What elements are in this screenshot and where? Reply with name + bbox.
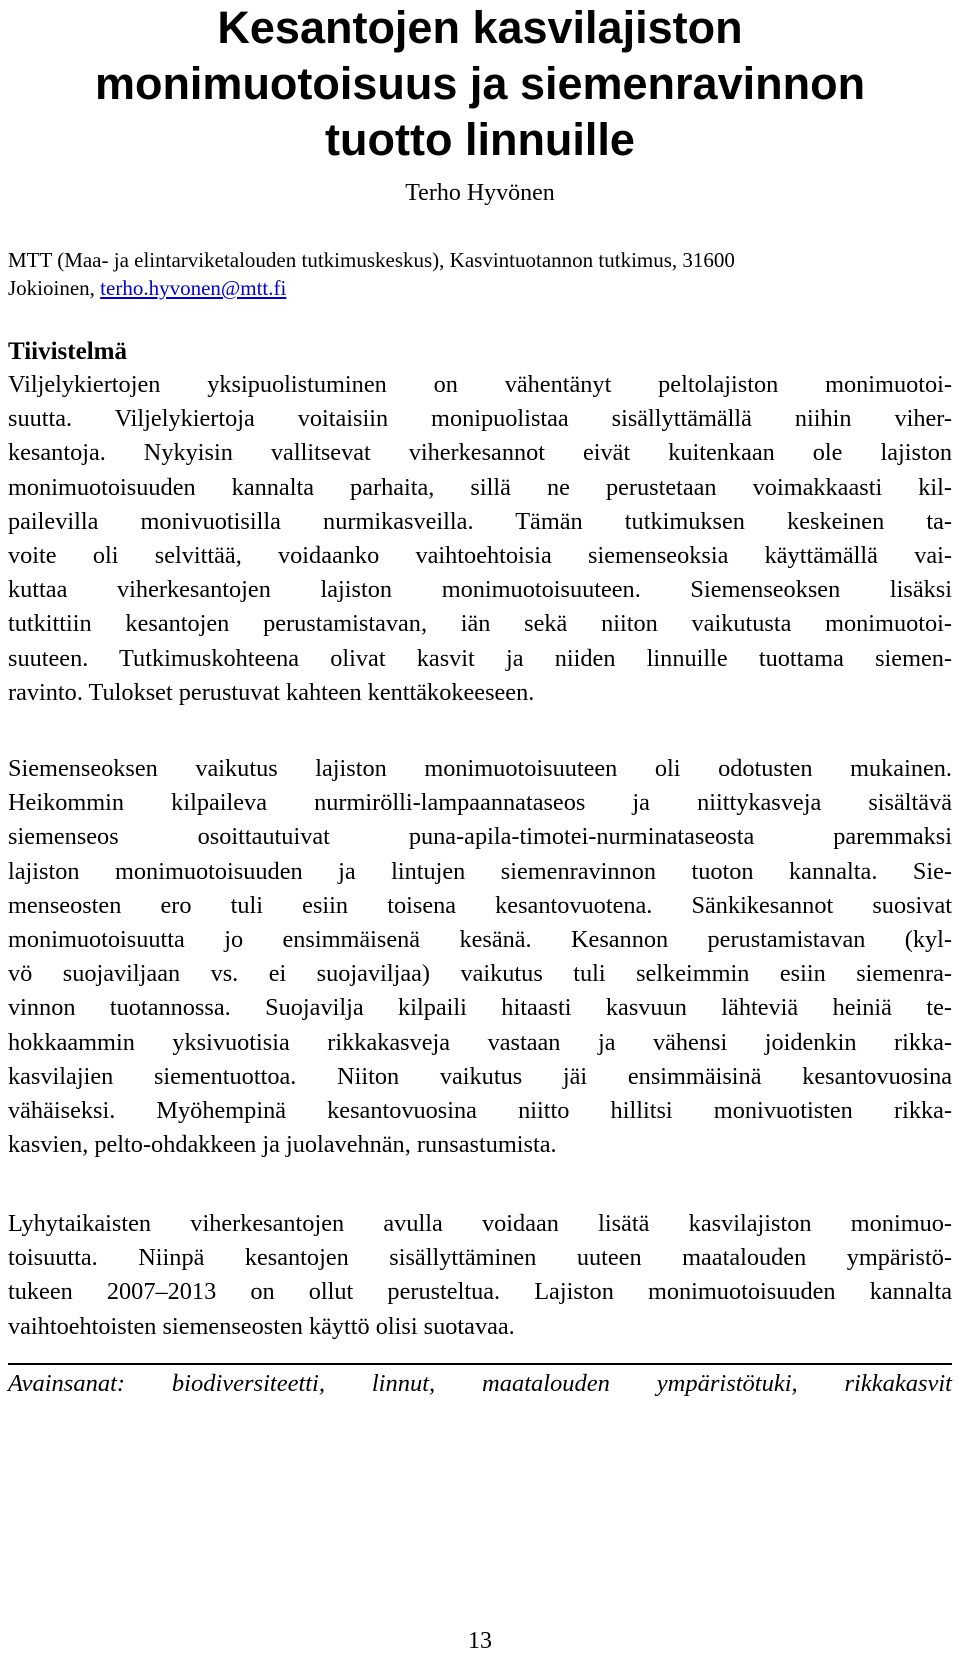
text-line: hokkaammin yksivuotisia rikkakasveja vastaan ja vähensi joidenkin rikka-: [8, 1028, 952, 1056]
title-line: monimuotoisuus ja siemenravinnon: [94, 58, 866, 109]
text-line: suuteen. Tutkimuskohteena olivat kasvit ja niiden linnuille tuottama siemen-: [8, 644, 952, 672]
affiliation-line: MTT (Maa- ja elintarviketalouden tutkimuskeskus), Kasvintuotannon tutkimus, 31600: [8, 248, 735, 272]
text-line: voite oli selvittää, voidaanko vaihtoehtoisia siemenseoksia käyttämällä vai-: [8, 542, 952, 570]
text-line: ravinto. Tulokset perustuvat kahteen kenttäkokeeseen.: [8, 678, 535, 706]
abstract-paragraph: [8, 368, 952, 710]
author-name: Terho Hyvönen: [405, 180, 555, 206]
conclusion-paragraph: [8, 1207, 952, 1344]
abstract-heading: Tiivistelmä: [8, 338, 127, 365]
page-number: 13: [468, 1628, 492, 1654]
text-line: kasvien, pelto-ohdakkeen ja juolavehnän, runsastumista.: [8, 1131, 557, 1159]
text-line: vö suojaviljaan vs. ei suojaviljaa) vaikutus tuli selkeimmin esiin siemenra-: [8, 960, 952, 988]
text-line: lajiston monimuotoisuuden ja lintujen siemenravinnon tuoton kannalta. Sie-: [8, 857, 952, 885]
text-line: Lyhytaikaisten viherkesantojen avulla voidaan lisätä kasvilajiston monimuo-: [8, 1210, 952, 1237]
text-line: kasvilajien siementuottoa. Niiton vaikutus jäi ensimmäisinä kesantovuosina: [8, 1062, 952, 1090]
text-line: tutkittiin kesantojen perustamistavan, iän sekä niiton vaikutusta monimuotoi-: [8, 610, 952, 638]
text-line: vaihtoehtoisten siemenseosten käyttö olisi suotavaa.: [8, 1312, 515, 1340]
results-paragraph: [8, 752, 952, 1162]
text-line: suutta. Viljelykiertoja voitaisiin monipuolistaa sisällyttämällä niihin viher-: [8, 405, 952, 433]
keywords-line: Avainsanat: biodiversiteetti, linnut, maatalouden ympäristötuki, rikkakasvit: [8, 1370, 952, 1397]
paper-title: [8, 0, 952, 168]
text-line: siemenseos osoittautuivat puna-apila-timotei-nurminataseosta paremmaksi: [8, 823, 952, 851]
affiliation-city: Jokioinen,: [8, 276, 101, 300]
text-line: vinnon tuotannossa. Suojavilja kilpaili hitaasti kasvuun lähteviä heiniä te-: [8, 994, 952, 1022]
text-line: pailevilla monivuotisilla nurmikasveilla. Tämän tutkimuksen keskeinen ta-: [8, 507, 952, 535]
text-line: toisuutta. Niinpä kesantojen sisällyttäminen uuteen maatalouden ympäristö-: [8, 1244, 952, 1272]
text-line: kesantoja. Nykyisin vallitsevat viherkesannot eivät kuitenkaan ole lajiston: [8, 439, 952, 467]
text-line: tukeen 2007–2013 on ollut perusteltua. Lajiston monimuotoisuuden kannalta: [8, 1278, 952, 1306]
title-line: Kesantojen kasvilajiston: [217, 2, 743, 53]
affiliation-line: [8, 274, 952, 302]
text-line: Viljelykiertojen yksipuolistuminen on vähentänyt peltolajiston monimuotoi-: [8, 371, 952, 398]
text-line: kuttaa viherkesantojen lajiston monimuotoisuuteen. Siemenseoksen lisäksi: [8, 576, 952, 604]
text-line: monimuotoisuutta jo ensimmäisenä kesänä. Kesannon perustamistavan (kyl-: [8, 926, 952, 954]
text-line: vähäiseksi. Myöhempinä kesantovuosina niitto hillitsi monivuotisten rikka-: [8, 1097, 952, 1125]
title-line: tuotto linnuille: [325, 114, 635, 165]
text-line: Siemenseoksen vaikutus lajiston monimuotoisuuteen oli odotusten mukainen.: [8, 755, 952, 782]
author-email-link[interactable]: terho.hyvonen@mtt.fi: [100, 276, 287, 300]
author-affiliation: [8, 246, 952, 302]
text-line: monimuotoisuuden kannalta parhaita, sillä ne perustetaan voimakkaasti kil-: [8, 473, 952, 501]
text-line: Heikommin kilpaileva nurmirölli-lampaannataseos ja niittykasveja sisältävä: [8, 789, 952, 817]
text-line: menseosten ero tuli esiin toisena kesantovuotena. Sänkikesannot suosivat: [8, 891, 952, 919]
keywords-divider: [8, 1363, 952, 1365]
